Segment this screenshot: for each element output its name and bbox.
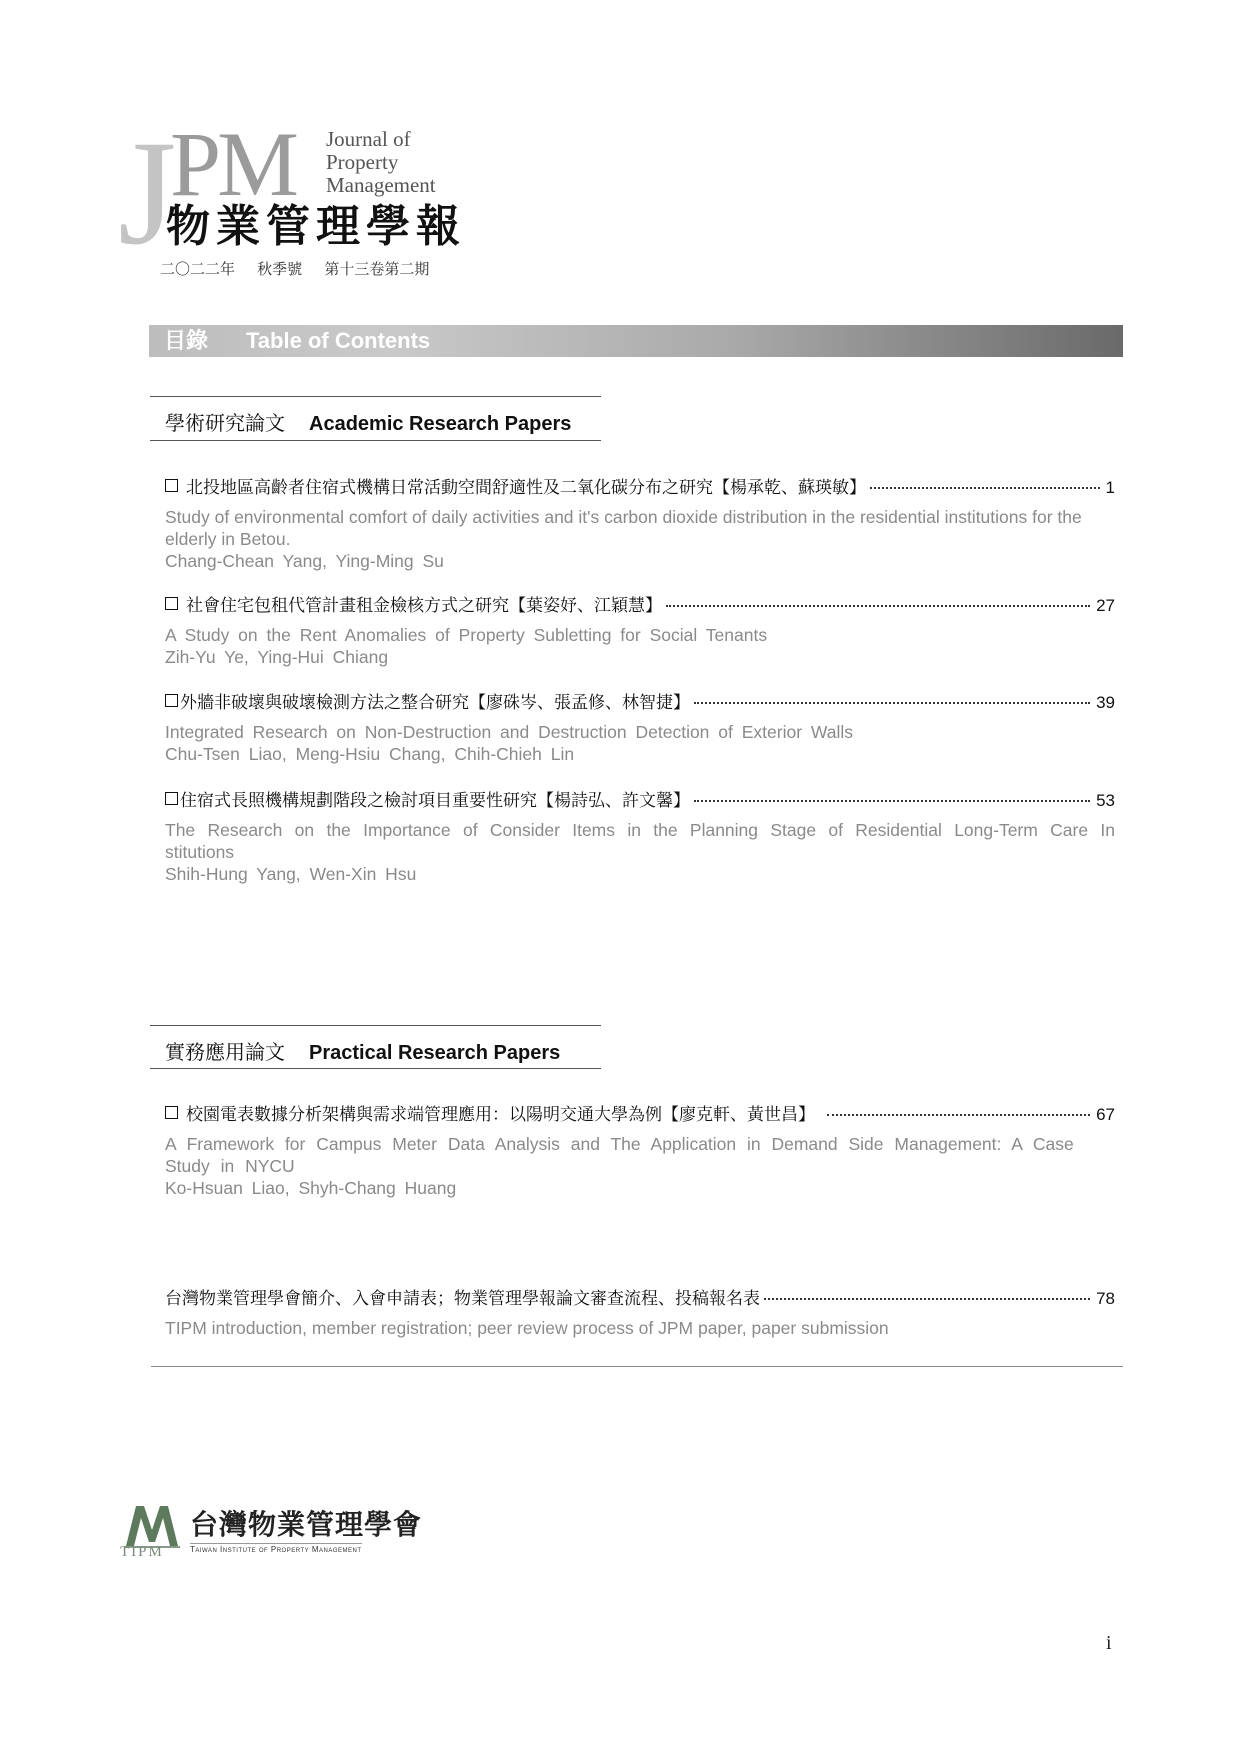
toc-entry[interactable] — [165, 591, 1115, 668]
entry-page: 78 — [1096, 1289, 1115, 1308]
section-rule-top — [150, 396, 601, 397]
entry-title-zh: 北投地區高齡者住宿式機構日常活動空間舒適性及二氧化碳分布之研究【楊承乾、蘇瑛敏】 — [186, 478, 866, 497]
entry-page: 27 — [1096, 596, 1115, 615]
dot-leader — [666, 605, 1090, 607]
entry-title-en: A Study on the Rent Anomalies of Property Subletting for Social Tenants — [165, 625, 768, 645]
entry-page: 39 — [1096, 693, 1115, 712]
entry-title-zh: 住宿式長照機構規劃階段之檢討項目重要性研究【楊詩弘、許文馨】 — [180, 791, 690, 810]
entry-title-en: The Research on the Importance of Consider Items in the Planning Stage of Residential Long-Term Care In stitutions — [165, 820, 1115, 862]
section-rule-bottom — [150, 440, 601, 441]
entry-page: 67 — [1096, 1105, 1115, 1124]
entry-authors: Zih-Yu Ye, Ying-Hui Chiang — [165, 647, 389, 667]
entry-authors: Ko-Hsuan Liao, Shyh-Chang Huang — [165, 1178, 457, 1198]
entry-title-zh: 社會住宅包租代管計畫租金檢核方式之研究【葉姿妤、江穎慧】 — [186, 596, 662, 615]
toc-label-en: Table of Contents — [246, 328, 431, 353]
toc-entry-appendix[interactable] — [165, 1284, 1115, 1339]
toc-entry[interactable] — [165, 688, 1115, 765]
journal-name-en: Journal of Property Management — [326, 127, 436, 197]
dot-leader — [870, 487, 1100, 489]
entry-title-en: A Framework for Campus Meter Data Analysis and The Application in Demand Side Management: A Case Study in NYCU — [165, 1134, 1074, 1176]
toc-label-zh: 目錄 — [164, 328, 209, 353]
entry-authors: Chu-Tsen Liao, Meng-Hsiu Chang, Chih-Chieh Lin — [165, 744, 575, 764]
tipm-name-en: Taiwan Institute of Property Management — [190, 1545, 362, 1554]
dot-leader — [827, 1114, 1090, 1116]
toc-header-bar — [149, 325, 1123, 357]
journal-logo-j: J — [118, 110, 171, 276]
entry-title-en: Study of environmental comfort of daily activities and it's carbon dioxide distribution in the residential institutions for the elderly in Betou. — [165, 507, 1082, 549]
bottom-rule — [151, 1366, 1123, 1367]
entry-title-zh: 台灣物業管理學會簡介、入會申請表；物業管理學報論文審查流程、投稿報名表 — [165, 1289, 760, 1308]
entry-title-zh: 外牆非破壞與破壞檢測方法之整合研究【廖硃岑、張孟修、林智捷】 — [180, 693, 690, 712]
entry-page: 53 — [1096, 791, 1115, 810]
dot-leader — [694, 702, 1090, 704]
section-rule-top — [150, 1025, 601, 1026]
toc-entry[interactable] — [165, 786, 1115, 885]
checkbox-bullet-icon — [165, 792, 178, 805]
issue-line: 二〇二二年 秋季號 第十三卷第二期 — [160, 261, 430, 278]
dot-leader — [694, 800, 1090, 802]
section-title-practical: 實務應用論文 Practical Research Papers — [165, 1042, 561, 1064]
checkbox-bullet-icon — [165, 1106, 178, 1119]
entry-title-zh: 校園電表數據分析架構與需求端管理應用：以陽明交通大學為例【廖克軒、黃世昌】 — [186, 1105, 815, 1124]
section-title-academic: 學術研究論文 Academic Research Papers — [165, 413, 572, 435]
entry-authors: Chang-Chean Yang, Ying-Ming Su — [165, 551, 444, 571]
entry-title-en: TIPM introduction, member registration; peer review process of JPM paper, paper submission — [165, 1318, 889, 1338]
toc-entry[interactable] — [165, 473, 1115, 572]
page-number: i — [1106, 1632, 1112, 1654]
entry-authors: Shih-Hung Yang, Wen-Xin Hsu — [165, 864, 417, 884]
toc-entry[interactable] — [165, 1100, 1115, 1199]
checkbox-bullet-icon — [165, 597, 178, 610]
checkbox-bullet-icon — [165, 479, 178, 492]
entry-title-en: Integrated Research on Non-Destruction and Destruction Detection of Exterior Walls — [165, 722, 854, 742]
tipm-letters: TIPM — [120, 1544, 164, 1560]
journal-logo-pm: PM — [170, 113, 295, 215]
dot-leader — [764, 1298, 1090, 1300]
section-rule-bottom — [150, 1068, 601, 1069]
checkbox-bullet-icon — [165, 694, 178, 707]
journal-name-zh: 物業管理學報 — [166, 201, 466, 252]
tipm-name-zh: 台灣物業管理學會 — [190, 1508, 423, 1541]
entry-page: 1 — [1105, 478, 1115, 497]
